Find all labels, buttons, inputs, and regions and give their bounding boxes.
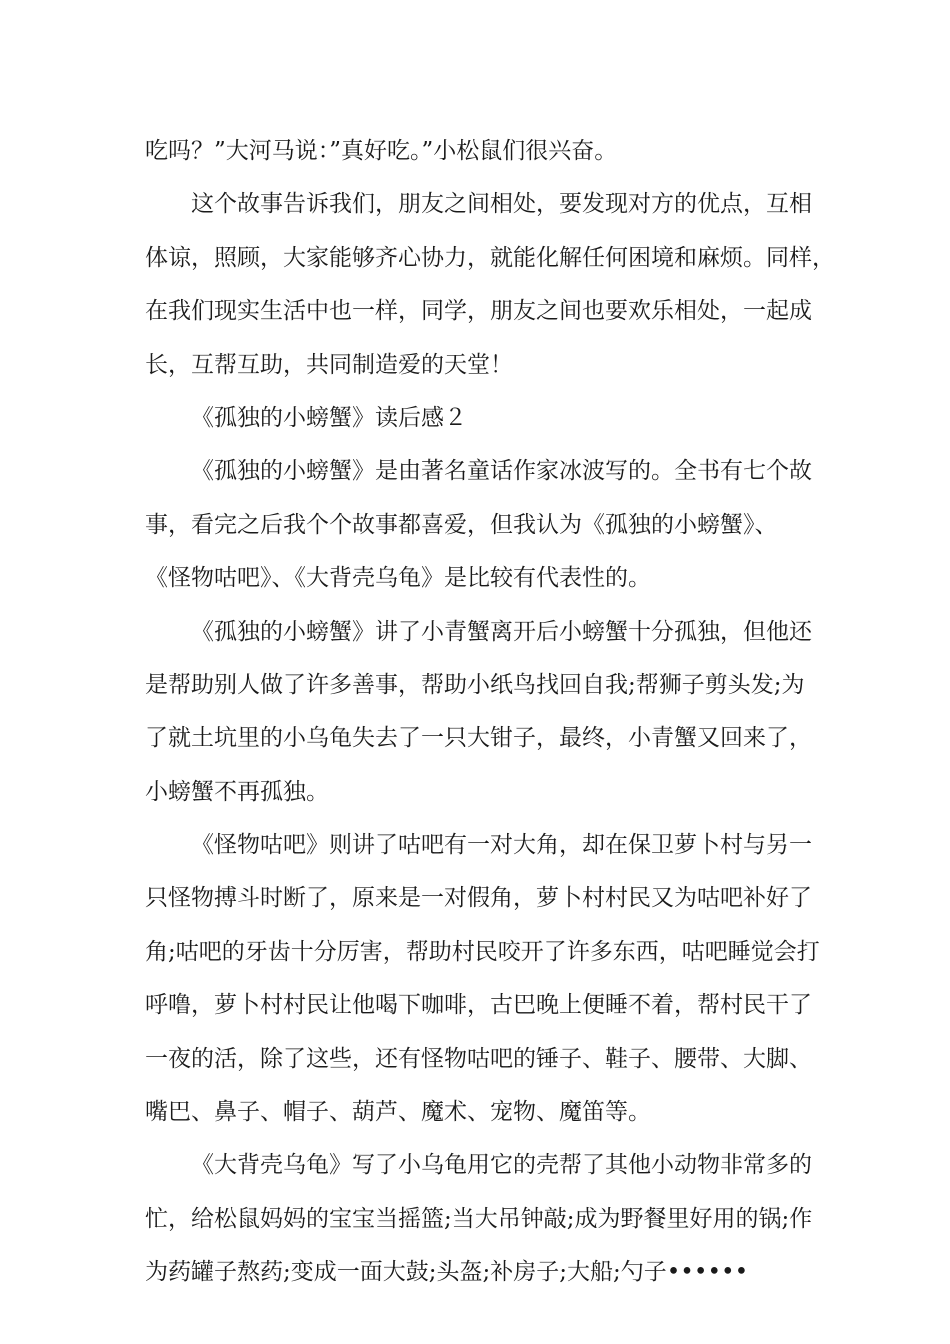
paragraph-start: 《孤独的小螃蟹》是由著名童话作家冰波写的。全书有七个故 [191,458,812,485]
text-line: 小螃蟹不再孤独。 [145,778,329,805]
paragraph-start: 《怪物咕吧》则讲了咕吧有一对大角，却在保卫萝卜村与另一 [191,832,812,859]
section-heading: 《孤独的小螃蟹》读后感２ [191,404,467,431]
text-line: 了就土坑里的小乌龟失去了一只大钳子，最终，小青蟹又回来了， [145,725,812,752]
text-line: 忙，给松鼠妈妈的宝宝当摇篮;当大吊钟敲;成为野餐里好用的锅;作 [145,1205,813,1232]
document-body [145,125,835,1300]
text-line: 呼噜，萝卜村村民让他喝下咖啡，古巴晚上便睡不着，帮村民干了 [145,992,812,1019]
text-line: 体谅，照顾，大家能够齐心协力，就能化解任何困境和麻烦。同样， [145,244,835,271]
text-line: 长，互帮互助，共同制造爱的天堂！ [145,351,513,378]
text-line: 嘴巴、鼻子、帽子、葫芦、魔术、宠物、魔笛等。 [145,1099,651,1126]
text-line: 在我们现实生活中也一样，同学，朋友之间也要欢乐相处，一起成 [145,298,812,325]
text-line: 为药罐子熬药;变成一面大鼓;头盔;补房子;大船;勺子•••••• [145,1259,749,1286]
text-line: 只怪物搏斗时断了，原来是一对假角，萝卜村村民又为咕吧补好了 [145,885,812,912]
paragraph-start: 《孤独的小螃蟹》讲了小青蟹离开后小螃蟹十分孤独，但他还 [191,618,812,645]
text-line: 《怪物咕吧》、《大背壳乌龟》是比较有代表性的。 [145,565,651,592]
paragraph-start: 这个故事告诉我们，朋友之间相处，要发现对方的优点，互相 [191,191,812,218]
text-line: 角;咕吧的牙齿十分厉害，帮助村民咬开了许多东西，咕吧睡觉会打 [145,938,820,965]
paragraph-start: 《大背壳乌龟》写了小乌龟用它的壳帮了其他小动物非常多的 [191,1152,812,1179]
text-line: 吃吗？”大河马说：”真好吃。”小松鼠们很兴奋。 [145,138,618,164]
text-line: 一夜的活，除了这些，还有怪物咕吧的锤子、鞋子、腰带、大脚、 [145,1045,812,1072]
text-line: 是帮助别人做了许多善事，帮助小纸鸟找回自我;帮狮子剪头发;为 [145,671,805,698]
text-line: 事，看完之后我个个故事都喜爱，但我认为《孤独的小螃蟹》、 [145,511,778,538]
